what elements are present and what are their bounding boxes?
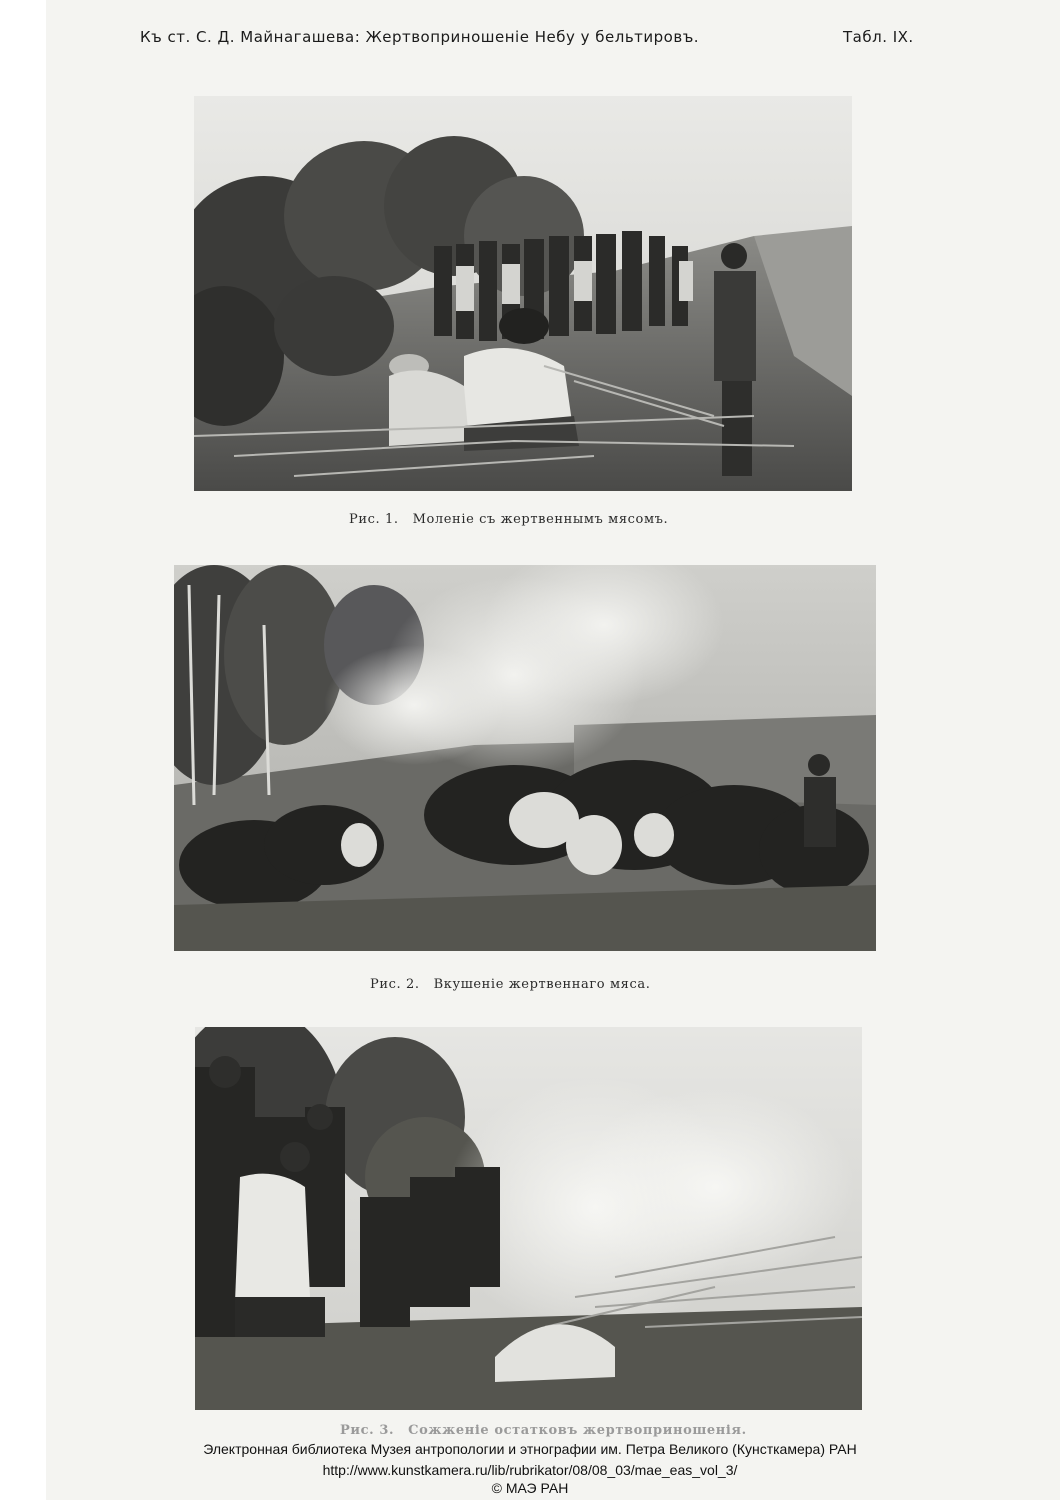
- figure-2-photo: [174, 565, 876, 951]
- page-header-title: Къ ст. С. Д. Майнагашева: Жертвоприношеніе Небу у бельтировъ.: [140, 28, 700, 46]
- plate-number: Табл. IX.: [843, 28, 914, 46]
- figure-1-label: Рис. 1.: [349, 512, 399, 527]
- footer-library-name: Электронная библиотека Музея антропологии и этнографии им. Петра Великого (Кунсткамера) РАН: [203, 1441, 857, 1457]
- figure-2-caption: [370, 977, 650, 992]
- footer-url[interactable]: http://www.kunstkamera.ru/lib/rubrikator/08/08_03/mae_eas_vol_3/: [322, 1462, 738, 1478]
- figure-1-photo: [194, 96, 852, 491]
- figure-1-caption-text: Моленіе съ жертвеннымъ мясомъ.: [412, 512, 669, 527]
- figure-2-label: Рис. 2.: [370, 977, 420, 992]
- footer-copyright: © МАЭ РАН: [491, 1480, 569, 1496]
- figure-1-image: [194, 96, 852, 491]
- figure-3-caption-text: Сожженіе остатковъ жертвоприношенія.: [408, 1423, 747, 1438]
- figure-3-image: [195, 1027, 862, 1410]
- figure-3-caption: [340, 1423, 747, 1438]
- figure-3-label: Рис. 3.: [340, 1423, 395, 1438]
- figure-2-caption-text: Вкушеніе жертвеннаго мяса.: [433, 977, 651, 992]
- figure-2-image: [174, 565, 876, 951]
- figure-3-photo: [195, 1027, 862, 1410]
- figure-1-caption: [349, 512, 668, 527]
- left-margin: [0, 0, 47, 1500]
